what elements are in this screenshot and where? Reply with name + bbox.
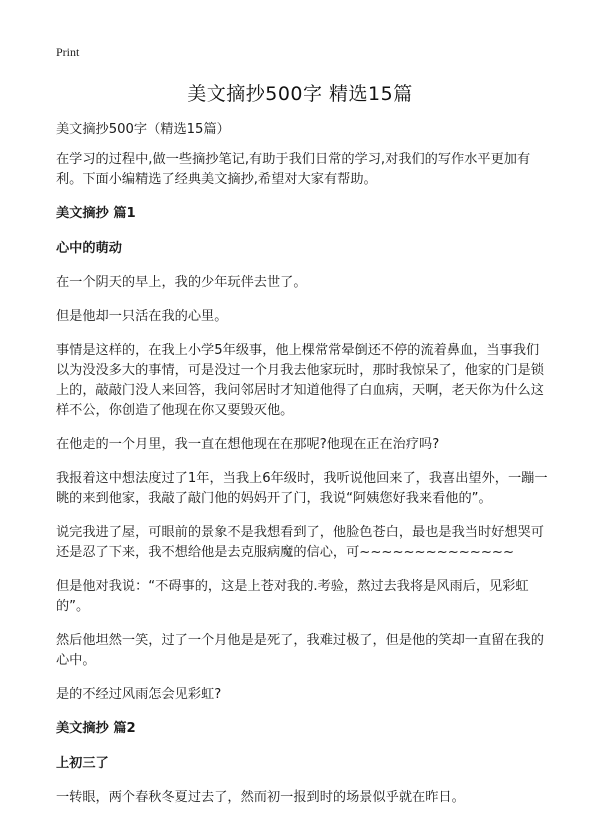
document-body — [56, 120, 550, 822]
print-label[interactable]: Print — [56, 45, 80, 59]
section-heading-1: 美文摘抄 篇1 — [56, 206, 136, 221]
page-title: 美文摘抄500字 精选15篇 — [187, 83, 413, 105]
paragraph: 但是他却一只活在我的心里。 — [56, 309, 228, 324]
paragraph: 事情是这样的，在我上小学5年级事，他上棵常常晕倒还不停的流着鼻血，当事我们以为没没多大的事情，可是没过一个月我去他家玩时，那时我惊呆了，他家的门是锁上的，敲敲门没人来回答，我问邻居时才知道他得了白血病，天啊，老天你为什么这样不公，你创造了他现在你又要毁灭他。 — [56, 343, 544, 418]
section-subheading-2: 上初三了 — [56, 756, 109, 771]
section-heading-2: 美文摘抄 篇2 — [56, 721, 136, 736]
paragraph: 我报着这中想法度过了1年，当我上6年级时，我听说他回来了，我喜出望外，一蹦一眺的来到他家，我敲了敲门他的妈妈开了门，我说“阿姨您好我来看他的”。 — [56, 471, 548, 506]
paragraph: 说完我进了屋，可眼前的景象不是我想看到了，他脸色苍白，最也是我当时好想哭可还是忍了下来，我不想给他是去克服病魔的信心，可~~~~~~~~~~~~~~ — [56, 525, 544, 560]
paragraph: 是的不经过风雨怎会见彩虹? — [56, 687, 222, 702]
paragraph: 但是他对我说：“不碍事的，这是上苍对我的.考验，熬过去我将是风雨后，见彩虹的”。 — [56, 579, 529, 614]
paragraph: 一转眼，两个春秋冬夏过去了，然而初一报到时的场景似乎就在昨日。 — [56, 790, 465, 805]
paragraph: 在他走的一个月里，我一直在想他现在在那呢?他现在正在治疗吗? — [56, 437, 440, 452]
section-subheading-1: 心中的萌动 — [56, 241, 122, 256]
intro-paragraph: 在学习的过程中,做一些摘抄笔记,有助于我们日常的学习,对我们的写作水平更加有利。下面小编精选了经典美文摘抄,希望对大家有帮助。 — [56, 152, 531, 187]
paragraph: 在一个阴天的早上，我的少年玩伴去世了。 — [56, 275, 307, 290]
document-subtitle: 美文摘抄500字（精选15篇） — [56, 122, 230, 137]
paragraph: 然后他坦然一笑，过了一个月他是是死了，我难过极了，但是他的笑却一直留在我的心中。 — [56, 633, 544, 668]
